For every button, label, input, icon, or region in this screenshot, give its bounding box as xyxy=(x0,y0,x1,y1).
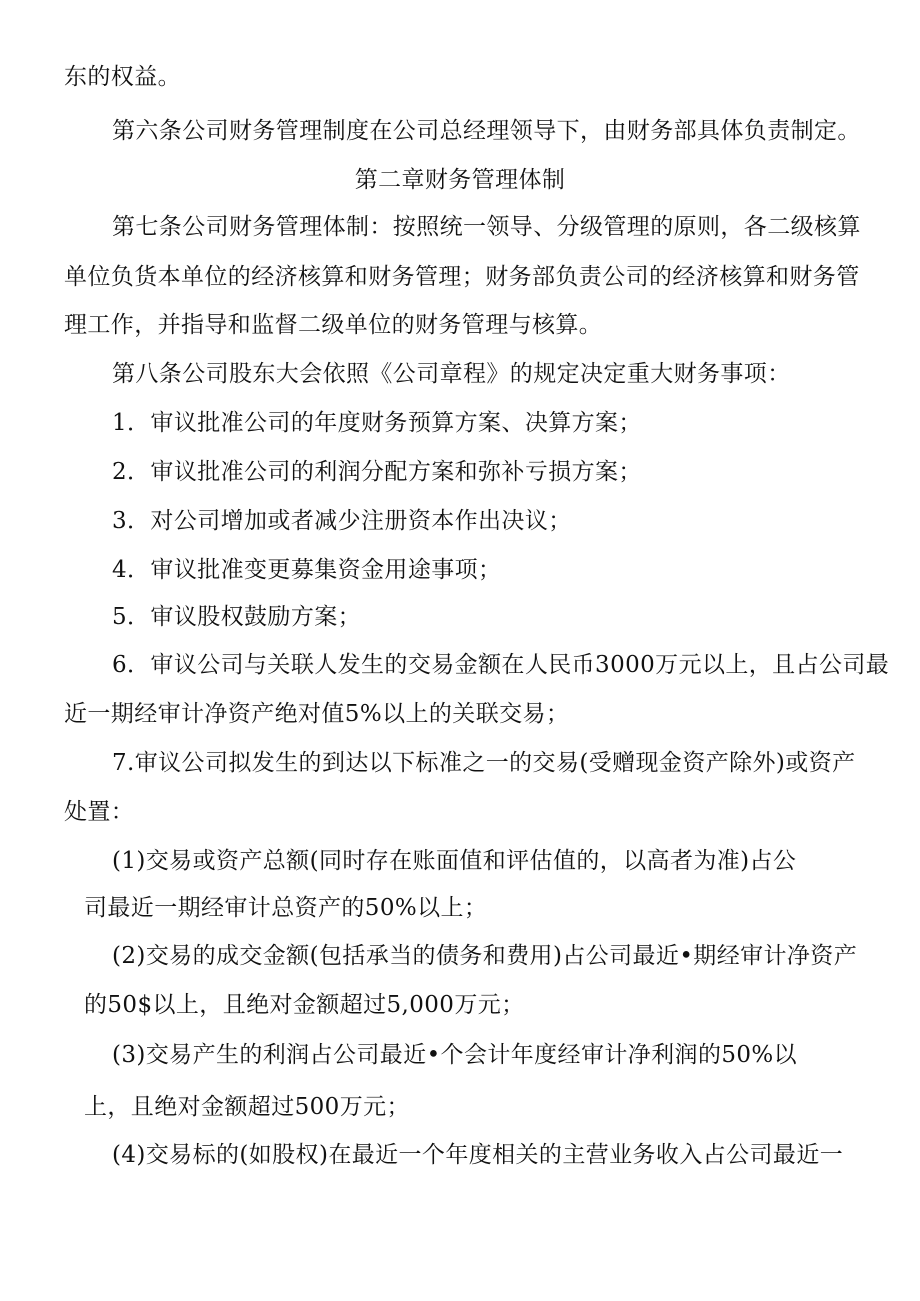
text-line: 司最近一期经审计总资产的50%以上； xyxy=(84,895,488,921)
text-line: 单位负货本单位的经济核算和财务管理；财务部负责公司的经济核算和财务管 xyxy=(64,264,860,290)
text-line: 的50$以上，且绝对金额超过5,000万元； xyxy=(84,992,525,1018)
list-item: 7.审议公司拟发生的到达以下标准之一的交易(受赠现金资产除外)或资产 xyxy=(112,750,856,776)
article-8-paragraph: 第八条公司股东大会依照《公司章程》的规定决定重大财务事项： xyxy=(112,361,791,387)
list-item: 3．对公司增加或者减少注册资本作出决议； xyxy=(112,508,572,534)
sub-list-item: (4)交易标的(如股权)在最近一个年度相关的主营业务收入占公司最近一 xyxy=(112,1142,844,1168)
list-item: 1．审议批准公司的年度财务预算方案、决算方案； xyxy=(112,410,642,436)
text-line: 上，且绝对金额超过500万元； xyxy=(84,1094,410,1120)
article-7-paragraph: 第七条公司财务管理体制：按照统一领导、分级管理的原则，各二级核算 xyxy=(112,214,861,240)
text-line: 东的权益。 xyxy=(64,64,181,90)
text-line: 近一期经审计净资产绝对值5%以上的关联交易； xyxy=(64,701,570,727)
list-item: 6．审议公司与关联人发生的交易金额在人民币3000万元以上，且占公司最 xyxy=(112,652,890,678)
chapter-heading: 第二章财务管理体制 xyxy=(354,167,566,193)
text-line: 处置： xyxy=(64,799,135,825)
article-6-paragraph: 第六条公司财务管理制度在公司总经理领导下，由财务部具体负责制定。 xyxy=(112,118,861,144)
text-line: 理工作，并指导和监督二级单位的财务管理与核算。 xyxy=(64,312,603,338)
list-item: 4．审议批准变更募集资金用途事项； xyxy=(112,557,502,583)
sub-list-item: (2)交易的成交金额(包括承当的债务和费用)占公司最近•期经审计净资产 xyxy=(112,943,858,969)
list-item: 2．审议批准公司的利润分配方案和弥补亏损方案； xyxy=(112,459,642,485)
sub-list-item: (3)交易产生的利润占公司最近•个会计年度经审计净利润的50%以 xyxy=(112,1042,798,1068)
list-item: 5．审议股权鼓励方案； xyxy=(112,604,362,630)
sub-list-item: (1)交易或资产总额(同时存在账面值和评估值的，以高者为准)占公 xyxy=(112,848,797,874)
